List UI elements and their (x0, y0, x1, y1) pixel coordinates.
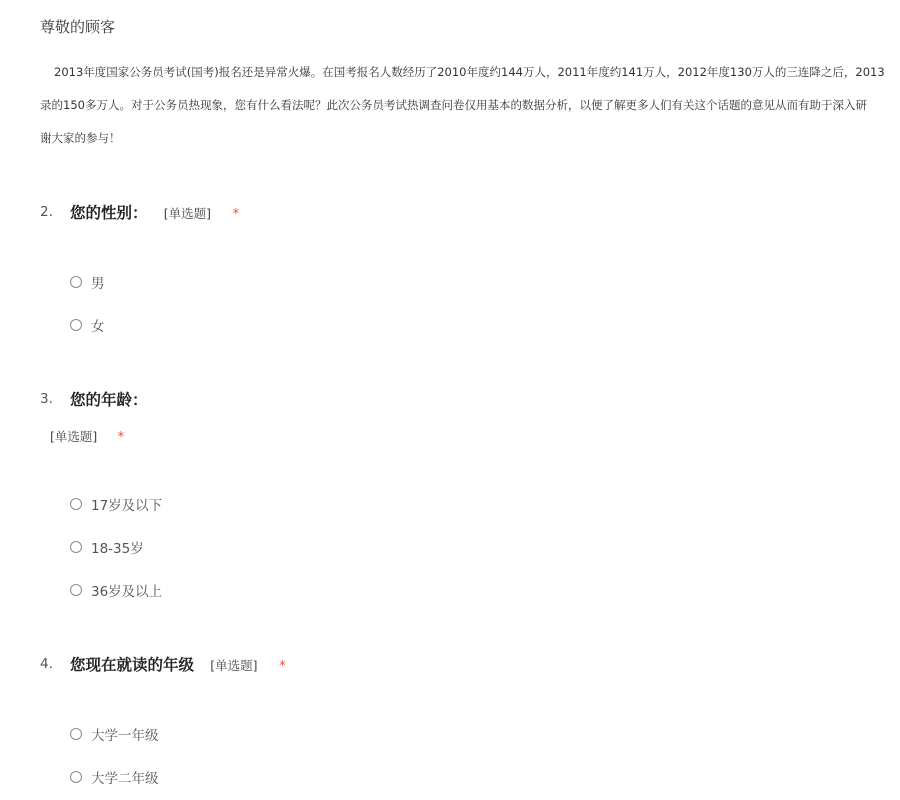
question-gender (40, 201, 890, 225)
question-type-tag: [单选题] (163, 206, 211, 221)
question-title (70, 653, 286, 675)
option-label: 18-35岁 (91, 541, 144, 557)
radio-button[interactable] (70, 584, 82, 596)
question-title-text: 您的年龄： (70, 391, 148, 409)
option-age-under-17[interactable] (70, 494, 162, 514)
required-marker: * (117, 430, 125, 445)
question-age (40, 388, 890, 412)
option-label: 女 (91, 319, 105, 335)
radio-button[interactable] (70, 728, 82, 740)
radio-button[interactable] (70, 541, 82, 553)
question-number: 4. (40, 656, 53, 672)
survey-intro (40, 56, 900, 155)
question-header (40, 653, 890, 677)
question-meta (50, 426, 124, 445)
intro-line: 2013年度国家公务员考试(国考)报名还是异常火爆。在国考报名人数经历了2010年度约144万人，2011年度约141万人，2012年度130万人的三连降之后，2013 (54, 65, 885, 79)
question-grade (40, 653, 890, 677)
required-marker: * (279, 659, 286, 674)
radio-button[interactable] (70, 276, 82, 288)
option-grade-2[interactable] (70, 767, 159, 787)
radio-button[interactable] (70, 498, 82, 510)
question-type-tag: [单选题] (50, 429, 98, 444)
option-label: 大学一年级 (91, 728, 159, 744)
question-title (70, 201, 239, 223)
intro-line: 谢大家的参与！ (40, 131, 121, 145)
question-type-tag: [单选题] (210, 658, 258, 673)
question-title-text: 您现在就读的年级 (70, 656, 195, 674)
question-header (40, 201, 890, 225)
question-title-text: 您的性别： (70, 204, 148, 222)
radio-button[interactable] (70, 319, 82, 331)
question-header (40, 388, 890, 412)
survey-greeting: 尊敬的顾客 (40, 18, 116, 36)
option-grade-1[interactable] (70, 724, 159, 744)
option-label: 17岁及以下 (91, 498, 163, 514)
option-label: 36岁及以上 (91, 584, 163, 600)
question-number: 3. (40, 391, 53, 407)
option-label: 大学二年级 (91, 771, 159, 787)
option-female[interactable] (70, 315, 105, 335)
radio-button[interactable] (70, 771, 82, 783)
option-age-36-plus[interactable] (70, 580, 162, 600)
question-number: 2. (40, 204, 53, 220)
required-marker: * (232, 207, 240, 222)
option-age-18-35[interactable] (70, 537, 144, 557)
option-label: 男 (91, 276, 105, 292)
option-male[interactable] (70, 272, 105, 292)
intro-line: 录的150多万人。对于公务员热现象，您有什么看法呢？此次公务员考试热调查问卷仅用基本的数据分析，以便了解更多人们有关这个话题的意见从而有助于深入研 (40, 98, 867, 112)
